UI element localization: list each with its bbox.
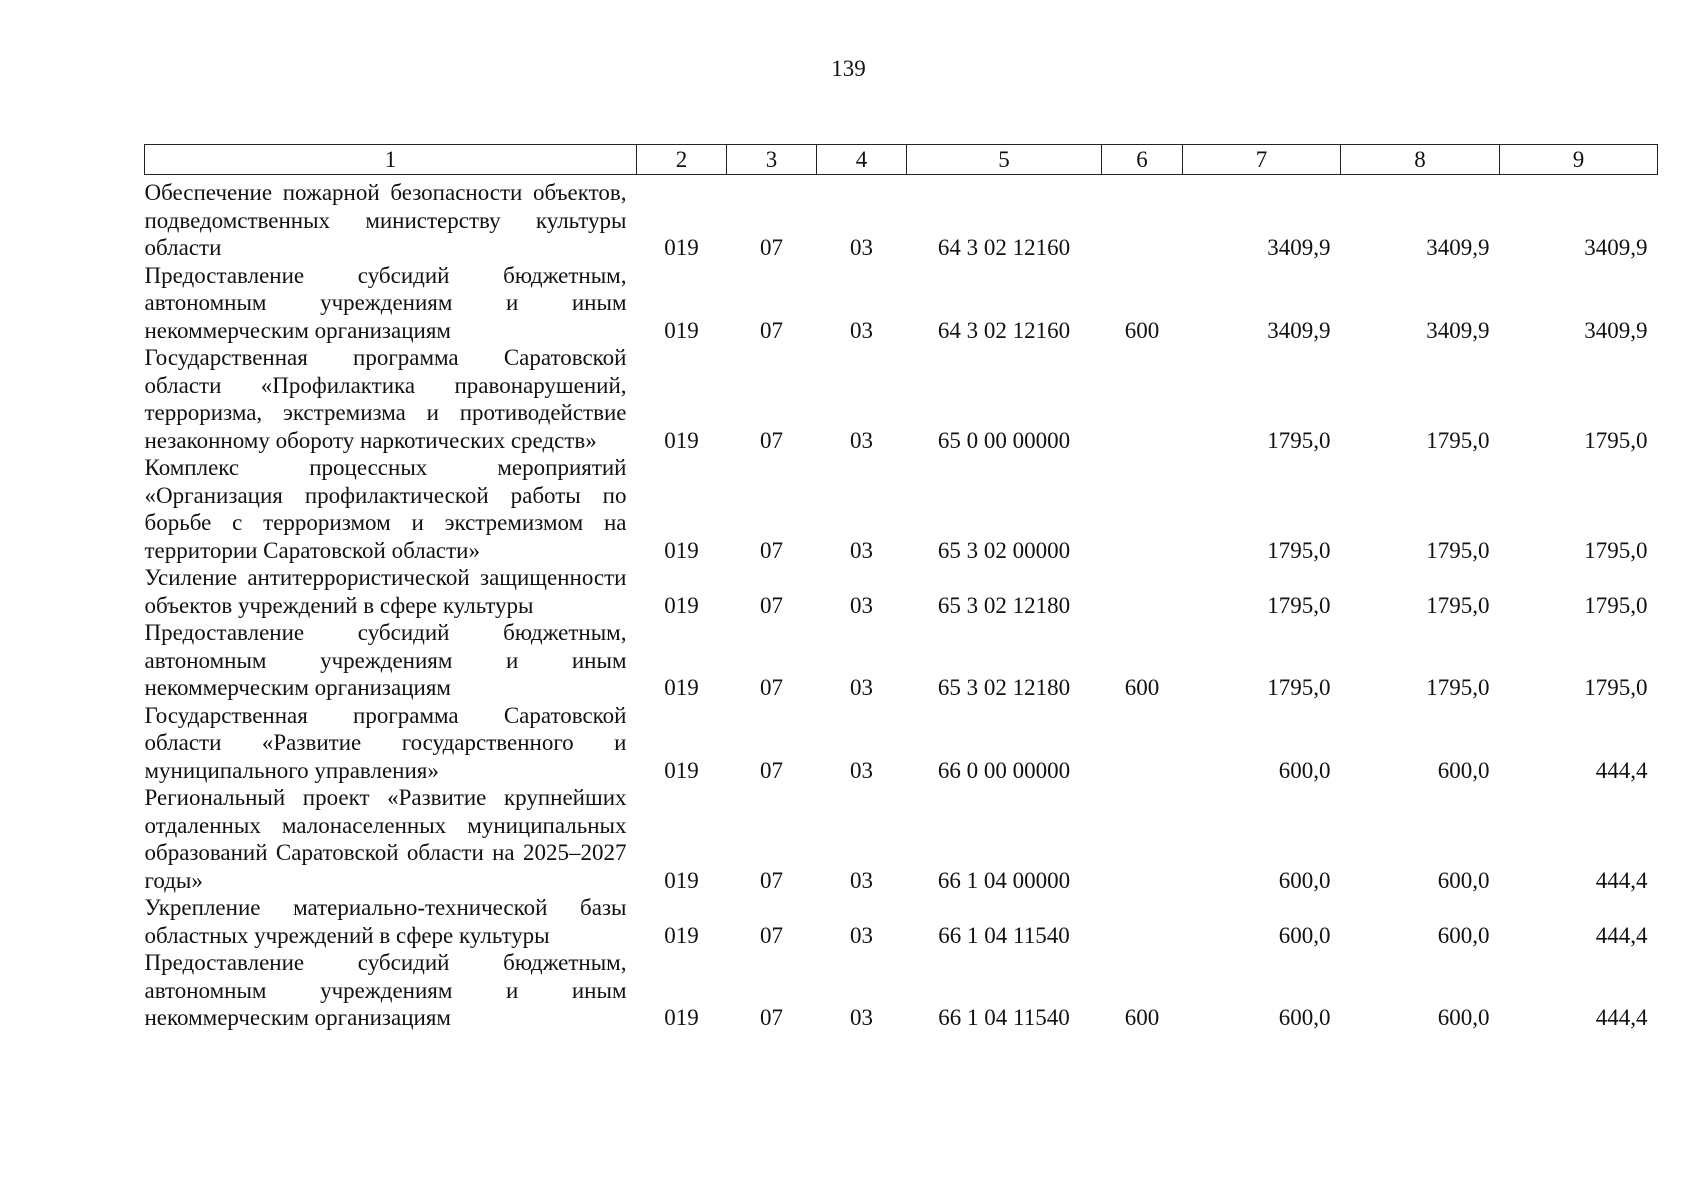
section-code: 07: [760, 675, 783, 700]
item-name: Предоставление субсидий бюджетным, автономным учреждениям и иным некоммерческим организациям: [144, 620, 627, 700]
amount-col7: 600,0: [1278, 1005, 1331, 1030]
section-code: 07: [760, 922, 783, 948]
column-header-9: 9: [1500, 145, 1658, 175]
expense-type-code: [1102, 344, 1183, 454]
expense-type-code: [1102, 175, 1183, 262]
table-row: [145, 564, 1658, 619]
table-row: [145, 702, 1658, 785]
amount-col9: 444,4: [1595, 1005, 1648, 1030]
amount-col8: 600,0: [1437, 867, 1490, 893]
amount-col8: 600,0: [1437, 757, 1490, 783]
ministry-code: 019: [664, 537, 699, 563]
section-code: 07: [760, 317, 783, 343]
amount-col7: 1795,0: [1267, 592, 1331, 618]
amount-col7: 600,0: [1278, 922, 1331, 948]
amount-col8: 600,0: [1437, 1005, 1490, 1030]
amount-col7: 3409,9: [1267, 235, 1331, 260]
section-code: 07: [760, 537, 783, 563]
target-article-code: 64 3 02 12160: [937, 235, 1071, 260]
section-code: 07: [760, 592, 783, 618]
ministry-code: 019: [664, 427, 699, 453]
amount-col7: 600,0: [1278, 867, 1331, 893]
amount-col9: 3409,9: [1584, 317, 1648, 343]
column-header-4: 4: [817, 145, 907, 175]
column-header-6: 6: [1102, 145, 1183, 175]
amount-col8: 1795,0: [1426, 675, 1490, 700]
item-name: Региональный проект «Развитие крупнейших отдаленных малонаселенных муниципальных образований Саратовской области на 2025–2027 годы»: [144, 785, 627, 893]
subsection-code: 03: [850, 592, 873, 618]
amount-col7: 1795,0: [1267, 427, 1331, 453]
ministry-code: 019: [664, 757, 699, 783]
section-code: 07: [760, 757, 783, 783]
amount-col7: 1795,0: [1267, 537, 1331, 563]
item-name: Государственная программа Саратовской области «Профилактика правонарушений, терроризма, экстремизма и противодействие незаконному обороту наркотических средств»: [144, 345, 627, 453]
amount-col9: 1795,0: [1584, 592, 1648, 618]
table-row: [145, 784, 1658, 894]
subsection-code: 03: [850, 757, 873, 783]
target-article-code: 65 3 02 12180: [937, 592, 1071, 618]
amount-col8: 1795,0: [1426, 537, 1490, 563]
section-code: 07: [760, 235, 783, 260]
column-header-3: 3: [727, 145, 817, 175]
amount-col8: 600,0: [1437, 922, 1490, 948]
expense-type-code: [1102, 564, 1183, 619]
column-header-5: 5: [907, 145, 1102, 175]
subsection-code: 03: [850, 537, 873, 563]
subsection-code: 03: [850, 675, 873, 700]
subsection-code: 03: [850, 427, 873, 453]
amount-col8: 1795,0: [1426, 592, 1490, 618]
table-body: [145, 175, 1658, 1032]
amount-col7: 600,0: [1278, 757, 1331, 783]
amount-col9: 444,4: [1595, 867, 1648, 893]
table-row: [145, 175, 1658, 262]
target-article-code: 66 1 04 00000: [937, 867, 1071, 893]
expense-type-code: 600: [1124, 317, 1160, 343]
table-row: [145, 454, 1658, 564]
column-header-7: 7: [1183, 145, 1341, 175]
column-header-1: 1: [145, 145, 637, 175]
amount-col9: 1795,0: [1584, 675, 1648, 700]
expense-type-code: 600: [1124, 1005, 1160, 1030]
target-article-code: 65 0 00 00000: [937, 427, 1071, 453]
amount-col9: 1795,0: [1584, 537, 1648, 563]
item-name: Комплекс процессных мероприятий «Организация профилактической работы по борьбе с терроризмом и экстремизмом на территории Саратовской области»: [144, 455, 627, 563]
table-row: [145, 344, 1658, 454]
target-article-code: 66 1 04 11540: [938, 922, 1070, 948]
ministry-code: 019: [664, 1005, 699, 1030]
subsection-code: 03: [850, 317, 873, 343]
subsection-code: 03: [850, 235, 873, 260]
target-article-code: 65 3 02 12180: [937, 675, 1071, 700]
item-name: Государственная программа Саратовской области «Развитие государственного и муниципального управления»: [144, 702, 627, 783]
section-code: 07: [760, 867, 783, 893]
table-row: [145, 949, 1658, 1032]
budget-table: [144, 144, 1658, 1032]
page-number: 139: [831, 56, 866, 81]
table-header: [145, 145, 1658, 175]
expense-type-code: [1102, 784, 1183, 894]
subsection-code: 03: [850, 1005, 873, 1030]
amount-col7: 1795,0: [1267, 675, 1331, 700]
ministry-code: 019: [664, 867, 699, 893]
target-article-code: 66 0 00 00000: [937, 757, 1071, 783]
ministry-code: 019: [664, 922, 699, 948]
item-name: Предоставление субсидий бюджетным, автономным учреждениям и иным некоммерческим организациям: [144, 950, 627, 1030]
item-name: Обеспечение пожарной безопасности объектов, подведомственных министерству культуры области: [144, 180, 627, 260]
section-code: 07: [760, 1005, 783, 1030]
amount-col9: 444,4: [1595, 757, 1648, 783]
target-article-code: 65 3 02 00000: [937, 537, 1071, 563]
amount-col9: 444,4: [1595, 922, 1648, 948]
column-header-2: 2: [637, 145, 727, 175]
item-name: Предоставление субсидий бюджетным, автономным учреждениям и иным некоммерческим организациям: [144, 262, 627, 343]
amount-col8: 1795,0: [1426, 427, 1490, 453]
section-code: 07: [760, 427, 783, 453]
ministry-code: 019: [664, 675, 699, 700]
target-article-code: 66 1 04 11540: [938, 1005, 1070, 1030]
ministry-code: 019: [664, 235, 699, 260]
column-header-8: 8: [1341, 145, 1500, 175]
table-row: [145, 619, 1658, 702]
header-row: [145, 145, 1658, 175]
amount-col8: 3409,9: [1426, 235, 1490, 260]
amount-col9: 1795,0: [1584, 427, 1648, 453]
subsection-code: 03: [850, 922, 873, 948]
table-row: [145, 894, 1658, 949]
item-name: Усиление антитеррористической защищенности объектов учреждений в сфере культуры: [144, 565, 627, 618]
table-row: [145, 262, 1658, 345]
amount-col9: 3409,9: [1584, 235, 1648, 260]
expense-type-code: 600: [1124, 675, 1160, 700]
subsection-code: 03: [850, 867, 873, 893]
expense-type-code: [1102, 702, 1183, 785]
target-article-code: 64 3 02 12160: [937, 317, 1071, 343]
expense-type-code: [1102, 894, 1183, 949]
ministry-code: 019: [664, 592, 699, 618]
amount-col8: 3409,9: [1426, 317, 1490, 343]
ministry-code: 019: [664, 317, 699, 343]
expense-type-code: [1102, 454, 1183, 564]
amount-col7: 3409,9: [1267, 317, 1331, 343]
item-name: Укрепление материально-технической базы областных учреждений в сфере культуры: [144, 895, 627, 948]
